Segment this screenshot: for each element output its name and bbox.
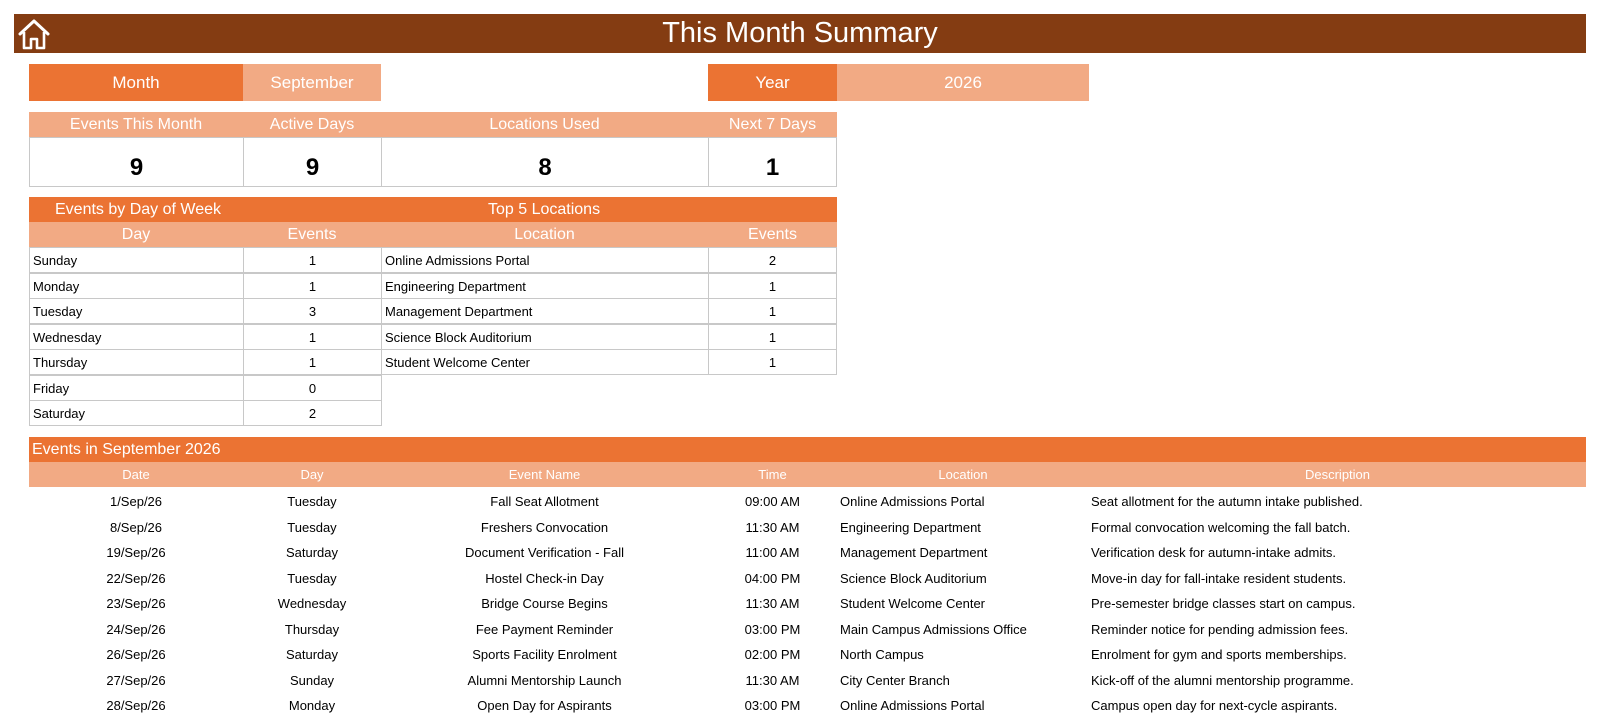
event-name: Fee Payment Reminder xyxy=(475,621,614,637)
by-day-row-events: 1 xyxy=(243,273,382,299)
by-day-row-day: Wednesday xyxy=(29,324,244,350)
event-location: Engineering Department xyxy=(840,519,981,535)
by-day-col-events: Events xyxy=(243,222,381,247)
by-day-col-day: Day xyxy=(29,222,243,247)
top-location-row-name: Engineering Department xyxy=(381,273,709,299)
event-location: Student Welcome Center xyxy=(840,596,985,611)
event-date: 28/Sep/26 xyxy=(106,698,166,713)
kpi-active-days-value: 9 xyxy=(243,137,382,187)
event-date: 19/Sep/26 xyxy=(106,545,166,560)
kpi-locations-used-label: Locations Used xyxy=(381,112,708,137)
event-description: Kick-off of the alumni mentorship programme. xyxy=(1091,672,1354,688)
event-day: Saturday xyxy=(285,647,339,662)
top-location-row-name: Student Welcome Center xyxy=(381,349,709,375)
by-day-row-events: 2 xyxy=(243,400,382,426)
kpi-events-this-month-label: Events This Month xyxy=(29,112,243,137)
event-description: Enrolment for gym and sports memberships. xyxy=(1091,647,1347,662)
event-location: Online Admissions Portal xyxy=(840,494,985,509)
events-section-title: Events in September 2026 xyxy=(29,437,1586,462)
by-day-row-day: Thursday xyxy=(29,349,244,375)
event-time: 09:00 AM xyxy=(745,494,800,509)
event-time: 04:00 PM xyxy=(744,570,801,586)
event-time: 02:00 PM xyxy=(744,647,801,662)
event-date: 27/Sep/26 xyxy=(106,672,166,688)
top-location-row-events: 1 xyxy=(708,298,837,324)
events-col-description: Description xyxy=(1304,467,1371,482)
event-row[interactable] xyxy=(0,591,1600,616)
year-select[interactable]: 2026 xyxy=(837,64,1089,101)
event-time: 11:30 AM xyxy=(745,596,800,611)
event-date: 23/Sep/26 xyxy=(106,596,166,611)
event-location: Online Admissions Portal xyxy=(840,698,985,713)
by-day-row-day: Saturday xyxy=(29,400,244,426)
event-name: Open Day for Aspirants xyxy=(477,698,612,713)
events-header-row xyxy=(29,462,1586,487)
event-name: Document Verification - Fall xyxy=(465,545,624,560)
event-date: 24/Sep/26 xyxy=(106,621,166,637)
event-row[interactable] xyxy=(0,617,1600,642)
event-day: Tuesday xyxy=(287,494,337,509)
top-location-row-name: Science Block Auditorium xyxy=(381,324,709,350)
kpi-next-7-days-value: 1 xyxy=(708,137,837,187)
kpi-next-7-days-label: Next 7 Days xyxy=(708,112,837,137)
event-name: Freshers Convocation xyxy=(480,519,609,535)
event-name: Alumni Mentorship Launch xyxy=(467,672,622,688)
event-location: North Campus xyxy=(840,647,924,662)
event-name: Sports Facility Enrolment xyxy=(472,647,617,662)
top-locations-col-events: Events xyxy=(708,222,837,247)
top-locations-title: Top 5 Locations xyxy=(381,197,837,222)
by-day-row-day: Monday xyxy=(29,273,244,299)
event-description: Seat allotment for the autumn intake published. xyxy=(1091,494,1363,509)
by-day-row-day: Friday xyxy=(29,375,244,401)
event-day: Tuesday xyxy=(287,570,337,586)
event-date: 26/Sep/26 xyxy=(106,647,166,662)
event-time: 03:00 PM xyxy=(744,698,801,713)
event-day: Thursday xyxy=(284,621,340,637)
top-location-row-events: 2 xyxy=(708,247,837,273)
events-col-time: Time xyxy=(758,467,787,482)
event-day: Sunday xyxy=(289,672,335,688)
event-row[interactable] xyxy=(0,693,1600,718)
event-row[interactable] xyxy=(0,489,1600,514)
event-description: Campus open day for next-cycle aspirants. xyxy=(1091,698,1338,713)
month-label: Month xyxy=(29,64,243,101)
event-date: 8/Sep/26 xyxy=(109,519,163,535)
event-day: Saturday xyxy=(285,545,339,560)
event-location: Management Department xyxy=(840,545,988,560)
event-row[interactable] xyxy=(0,642,1600,667)
by-day-row-day: Sunday xyxy=(29,247,244,273)
event-location: Science Block Auditorium xyxy=(840,570,987,586)
events-col-day: Day xyxy=(300,467,324,482)
events-col-date: Date xyxy=(122,467,150,482)
event-time: 11:30 AM xyxy=(745,672,800,688)
event-date: 22/Sep/26 xyxy=(106,570,166,586)
by-day-title: Events by Day of Week xyxy=(29,197,381,222)
kpi-events-this-month-value: 9 xyxy=(29,137,244,187)
event-time: 11:30 AM xyxy=(745,519,800,535)
by-day-row-events: 1 xyxy=(243,324,382,350)
by-day-row-events: 0 xyxy=(243,375,382,401)
top-location-row-name: Management Department xyxy=(381,298,709,324)
event-description: Verification desk for autumn-intake admits. xyxy=(1091,545,1336,560)
by-day-row-events: 3 xyxy=(243,298,382,324)
title-bar xyxy=(14,14,1586,53)
event-row[interactable] xyxy=(0,668,1600,693)
event-day: Wednesday xyxy=(277,596,347,611)
top-location-row-events: 1 xyxy=(708,273,837,299)
event-description: Pre-semester bridge classes start on campus. xyxy=(1091,596,1356,611)
kpi-locations-used-value: 8 xyxy=(381,137,709,187)
event-day: Tuesday xyxy=(287,519,337,535)
by-day-row-day: Tuesday xyxy=(29,298,244,324)
events-col-event-name: Event Name xyxy=(508,467,581,482)
event-day: Monday xyxy=(288,698,336,713)
event-row[interactable] xyxy=(0,540,1600,565)
events-col-location: Location xyxy=(938,467,988,482)
event-row[interactable] xyxy=(0,566,1600,591)
event-description: Formal convocation welcoming the fall batch. xyxy=(1091,519,1351,535)
top-location-row-name: Online Admissions Portal xyxy=(381,247,709,273)
event-time: 11:00 AM xyxy=(745,545,800,560)
kpi-active-days-label: Active Days xyxy=(243,112,381,137)
event-location: Main Campus Admissions Office xyxy=(840,621,1027,637)
event-description: Move-in day for fall-intake resident students. xyxy=(1091,570,1347,586)
event-description: Reminder notice for pending admission fees. xyxy=(1091,621,1349,637)
event-row[interactable] xyxy=(0,515,1600,540)
by-day-row-events: 1 xyxy=(243,247,382,273)
month-select[interactable]: September xyxy=(243,64,381,101)
event-name: Bridge Course Begins xyxy=(481,596,608,611)
event-date: 1/Sep/26 xyxy=(109,494,163,509)
page-title: This Month Summary xyxy=(662,17,938,49)
event-name: Hostel Check-in Day xyxy=(485,570,604,586)
top-location-row-events: 1 xyxy=(708,349,837,375)
by-day-row-events: 1 xyxy=(243,349,382,375)
top-location-row-events: 1 xyxy=(708,324,837,350)
event-location: City Center Branch xyxy=(840,672,950,688)
event-name: Fall Seat Allotment xyxy=(490,494,599,509)
event-time: 03:00 PM xyxy=(744,621,801,637)
top-locations-col-location: Location xyxy=(381,222,708,247)
year-label: Year xyxy=(708,64,837,101)
